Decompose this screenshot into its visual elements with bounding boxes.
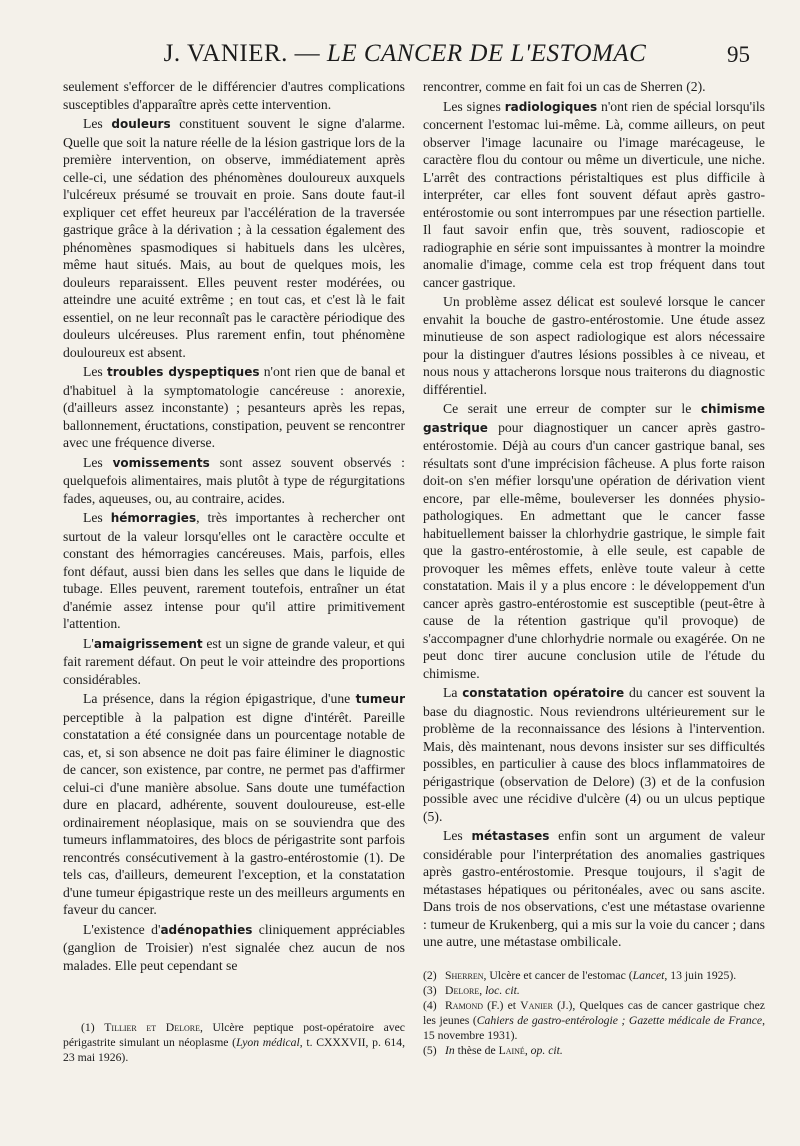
keyword-metastases: métastases [471, 829, 550, 843]
paragraph: seulement s'efforcer de le différencier d'autres complications susceptibles d'apparaître après cette intervention. [63, 79, 405, 112]
right-column [423, 78, 765, 951]
paragraph-metastases: Les métastases enfin sont un argument de valeur considérable pour l'interprétation des anomalies gastriques après gastro-entérostomie. Presque toujours, il s'agit de métastases hépatiques ou péritonéales, avec ou sans ascite. Dans trois de nos observations, c'est une métastase ovarienne : tumeur de Krukenberg, qui a mis sur la voie du cancer ; dans une autre, une métastase ombilicale. [423, 828, 765, 949]
left-column [63, 78, 405, 974]
paragraph-hemorragies: Les hémorragies, très importantes à rechercher ont surtout de la valeur lorsqu'elles ont le caractère occulte et constant des hémorragies cancéreuses. Mais, parfois, elles font défaut, aussi bien dans les selles que dans le liquide de tubage. Elles peuvent, rarement toutefois, entraîner un état d'anémie assez intense pour qu'il attire primitivement l'attention. [63, 510, 406, 631]
paragraph-radiologiques: Les signes radiologiques n'ont rien de spécial lorsqu'ils concernent l'estomac lui-même. Là, comme ailleurs, on peut observer l'image lacunaire ou l'image marécageuse, le caractère flou du contour ou même un diverticule, une niche. L'arrêt des contractions péristaltiques est plus difficile à interpréter, car elles font souvent défaut après gastro-entérostomie ou sont interrompues par une résection partielle. Il faut savoir enfin que, très souvent, radioscopie et radiographie en série sont impuissantes à montrer la moindre anomalie d'image, comme cela est trop fréquent dans tout cancer gastrique. [423, 98, 765, 290]
paragraph: rencontrer, comme en fait foi un cas de Sherren (2). [423, 79, 706, 94]
paragraph-douleurs: Les douleurs constituent souvent le signe d'alarme. Quelle que soit la nature réelle de la lésion gastrique lors de la première intervention, on observe, immédiatement après celle-ci, une sédation des phénomènes douloureux auxquels l'ulcéreux présumé se trouvait en proie. Sans doute faut-il expliquer cet effet heureux par l'accélération de la traversée gastrique grâce à la dérivation ; à la cessation également des phénomènes spasmodiques si habituels dans les ulcères, même haut situés. Mais, au bout de quelques mois, les douleurs reparaissent. Elles peuvent rester modérées, ou atteindre une acuité extrême ; en tout cas, et c'est là le fait essentiel, on ne leur reconnaît pas le caractère périodique des douleurs ulcéreuses. Plus rarement enfin, tout phénomène douloureux est absent. [63, 116, 405, 360]
paragraph-bouche-anastomose: Un problème assez délicat est soulevé lorsque le cancer envahit la bouche de gastro-entérostomie. Une étude assez minutieuse de son aspect radiologique est alors nécessaire pour la distinguer d'autres lésions possibles à ce niveau, et nous nous y attacherons lorsque nous traiterons du diagnostic différentiel. [423, 294, 765, 397]
keyword-radiologiques: radiologiques [504, 99, 598, 114]
keyword-amaigrissement: amaigrissement [93, 636, 203, 651]
footnotes-right [423, 968, 765, 1058]
keyword-douleurs: douleurs [111, 117, 171, 131]
keyword-chimisme-gastrique: chimisme gastrique [423, 402, 765, 435]
keyword-constatation-operatoire: constatation opératoire [462, 686, 625, 700]
footnote-3: (3) Delore, loc. cit. [423, 984, 520, 997]
footnote-5: (5) In thèse de Lainé, op. cit. [423, 1044, 563, 1057]
paragraph-amaigrissement: L'amaigrissement est un signe de grande valeur, et qui fait rarement défaut. On peut le voir atteindre des proportions considérables. [63, 635, 405, 687]
footnote-2: (2) Sherren, Ulcère et cancer de l'estomac (Lancet, 13 juin 1925). [423, 969, 737, 982]
running-title [60, 40, 750, 68]
paragraph-tumeur: La présence, dans la région épigastrique, d'une tumeur perceptible à la palpation est digne d'intérêt. Pareille constatation a été consignée dans un pourcentage notable de cas, et, si son absence ne doit pas faire éliminer le diagnostic de cancer, son existence, par contre, ne permet pas d'affirmer celui-ci d'une manière absolue. Sans doute une tuméfaction dure en placard, adhérente, souvent douloureuse, est-elle ordinairement néoplasique, mais on se souviendra que des tumeurs inflammatoires, des blocs de périgastrite sont parfois rencontrés consécutivement à la gastro-entérostomie (1). De tels cas, d'ailleurs, demeurent l'exception, et la constatation d'une tumeur épigastrique reste un des meilleurs arguments en faveur du cancer. [63, 691, 405, 917]
keyword-adenopathies: adénopathies [160, 922, 253, 937]
paragraph-adenopathies: L'existence d'adénopathies cliniquement appréciables (ganglion de Troisier) n'est signalée chez aucun de nos malades. Elle peut cependant se [63, 921, 406, 973]
footnotes-left [63, 1020, 405, 1065]
paragraph-troubles-dyspeptiques: Les troubles dyspeptiques n'ont rien que de banal et d'habituel à la symptomatologie cancéreuse : anorexie, (d'ailleurs assez inconstante) ; pesanteurs après les repas, ballonnement, éructations, constipation, peuvent se rencontrer avec une fréquence diverse. [63, 364, 405, 450]
paragraph-chimisme: Ce serait une erreur de compter sur le chimisme gastrique pour diagnostiquer un cancer après gastro-entérostomie. Déjà au cours d'un cancer gastrique banal, ses résultats sont d'une imprécision fâcheuse. A plus forte raison doit-on s'en méfier lorsqu'une opération de dérivation vient encore, par elle-même, bouleverser les données physio-pathologiques. En admettant que le cancer fasse habituellement baisser la chlorhydrie gastrique, le simple fait que la gastro-entérostomie, à elle seule, est capable de provoquer les mêmes effets, enlève toute valeur à cette constatation. Mais il y a plus encore : le développement d'un cancer après gastro-entérostomie est susceptible (peut-être à cause de la rétention gastrique qu'il provoque) de s'accompagner d'une chlorhydrie normale ou exagérée. On ne peut donc tirer aucune conclusion utile de l'étude du chimisme. [423, 401, 765, 681]
keyword-vomissements: vomissements [112, 455, 210, 470]
running-title-subject: LE CANCER DE L'ESTOMAC [326, 40, 647, 67]
paragraph-vomissements: Les vomissements sont assez souvent observés : quelquefois alimentaires, mais plutôt à type de régurgitations fades, aqueuses, ou, au contraire, acides. [63, 454, 405, 506]
page-number: 95 [727, 42, 750, 67]
paragraph-constatation-operatoire: La constatation opératoire du cancer est souvent la base du diagnostic. Nous reviendrons ultérieurement sur le problème de la reconnaissance des lésions à l'intervention. Mais, dès maintenant, nous devons insister sur ses difficultés possibles, en particulier à cause des blocs inflammatoires de périgastrique (observation de Delore) (3) et de la confusion possible avec une récidive d'ulcère (4) ou un ulcus peptique (5). [423, 685, 765, 824]
keyword-troubles-dyspeptiques: troubles dyspeptiques [106, 365, 260, 379]
page-header [60, 40, 750, 76]
footnote-4: (4) Ramond (F.) et Vanier (J.), Quelques cas de cancer gastrique chez les jeunes (Cahiers de gastro-entérologie ; Gazette médicale de France, 15 novembre 1931). [423, 999, 766, 1042]
running-title-author: J. VANIER. — [163, 40, 321, 67]
keyword-hemorragies: hémorragies [110, 511, 197, 525]
keyword-tumeur: tumeur [355, 692, 405, 706]
footnote-1: (1) Tillier et Delore, Ulcère peptique post-opératoire avec périgastrite simulant un néoplasme (Lyon médical, t. CXXXVII, p. 614, 23 mai 1926). [63, 1021, 406, 1064]
